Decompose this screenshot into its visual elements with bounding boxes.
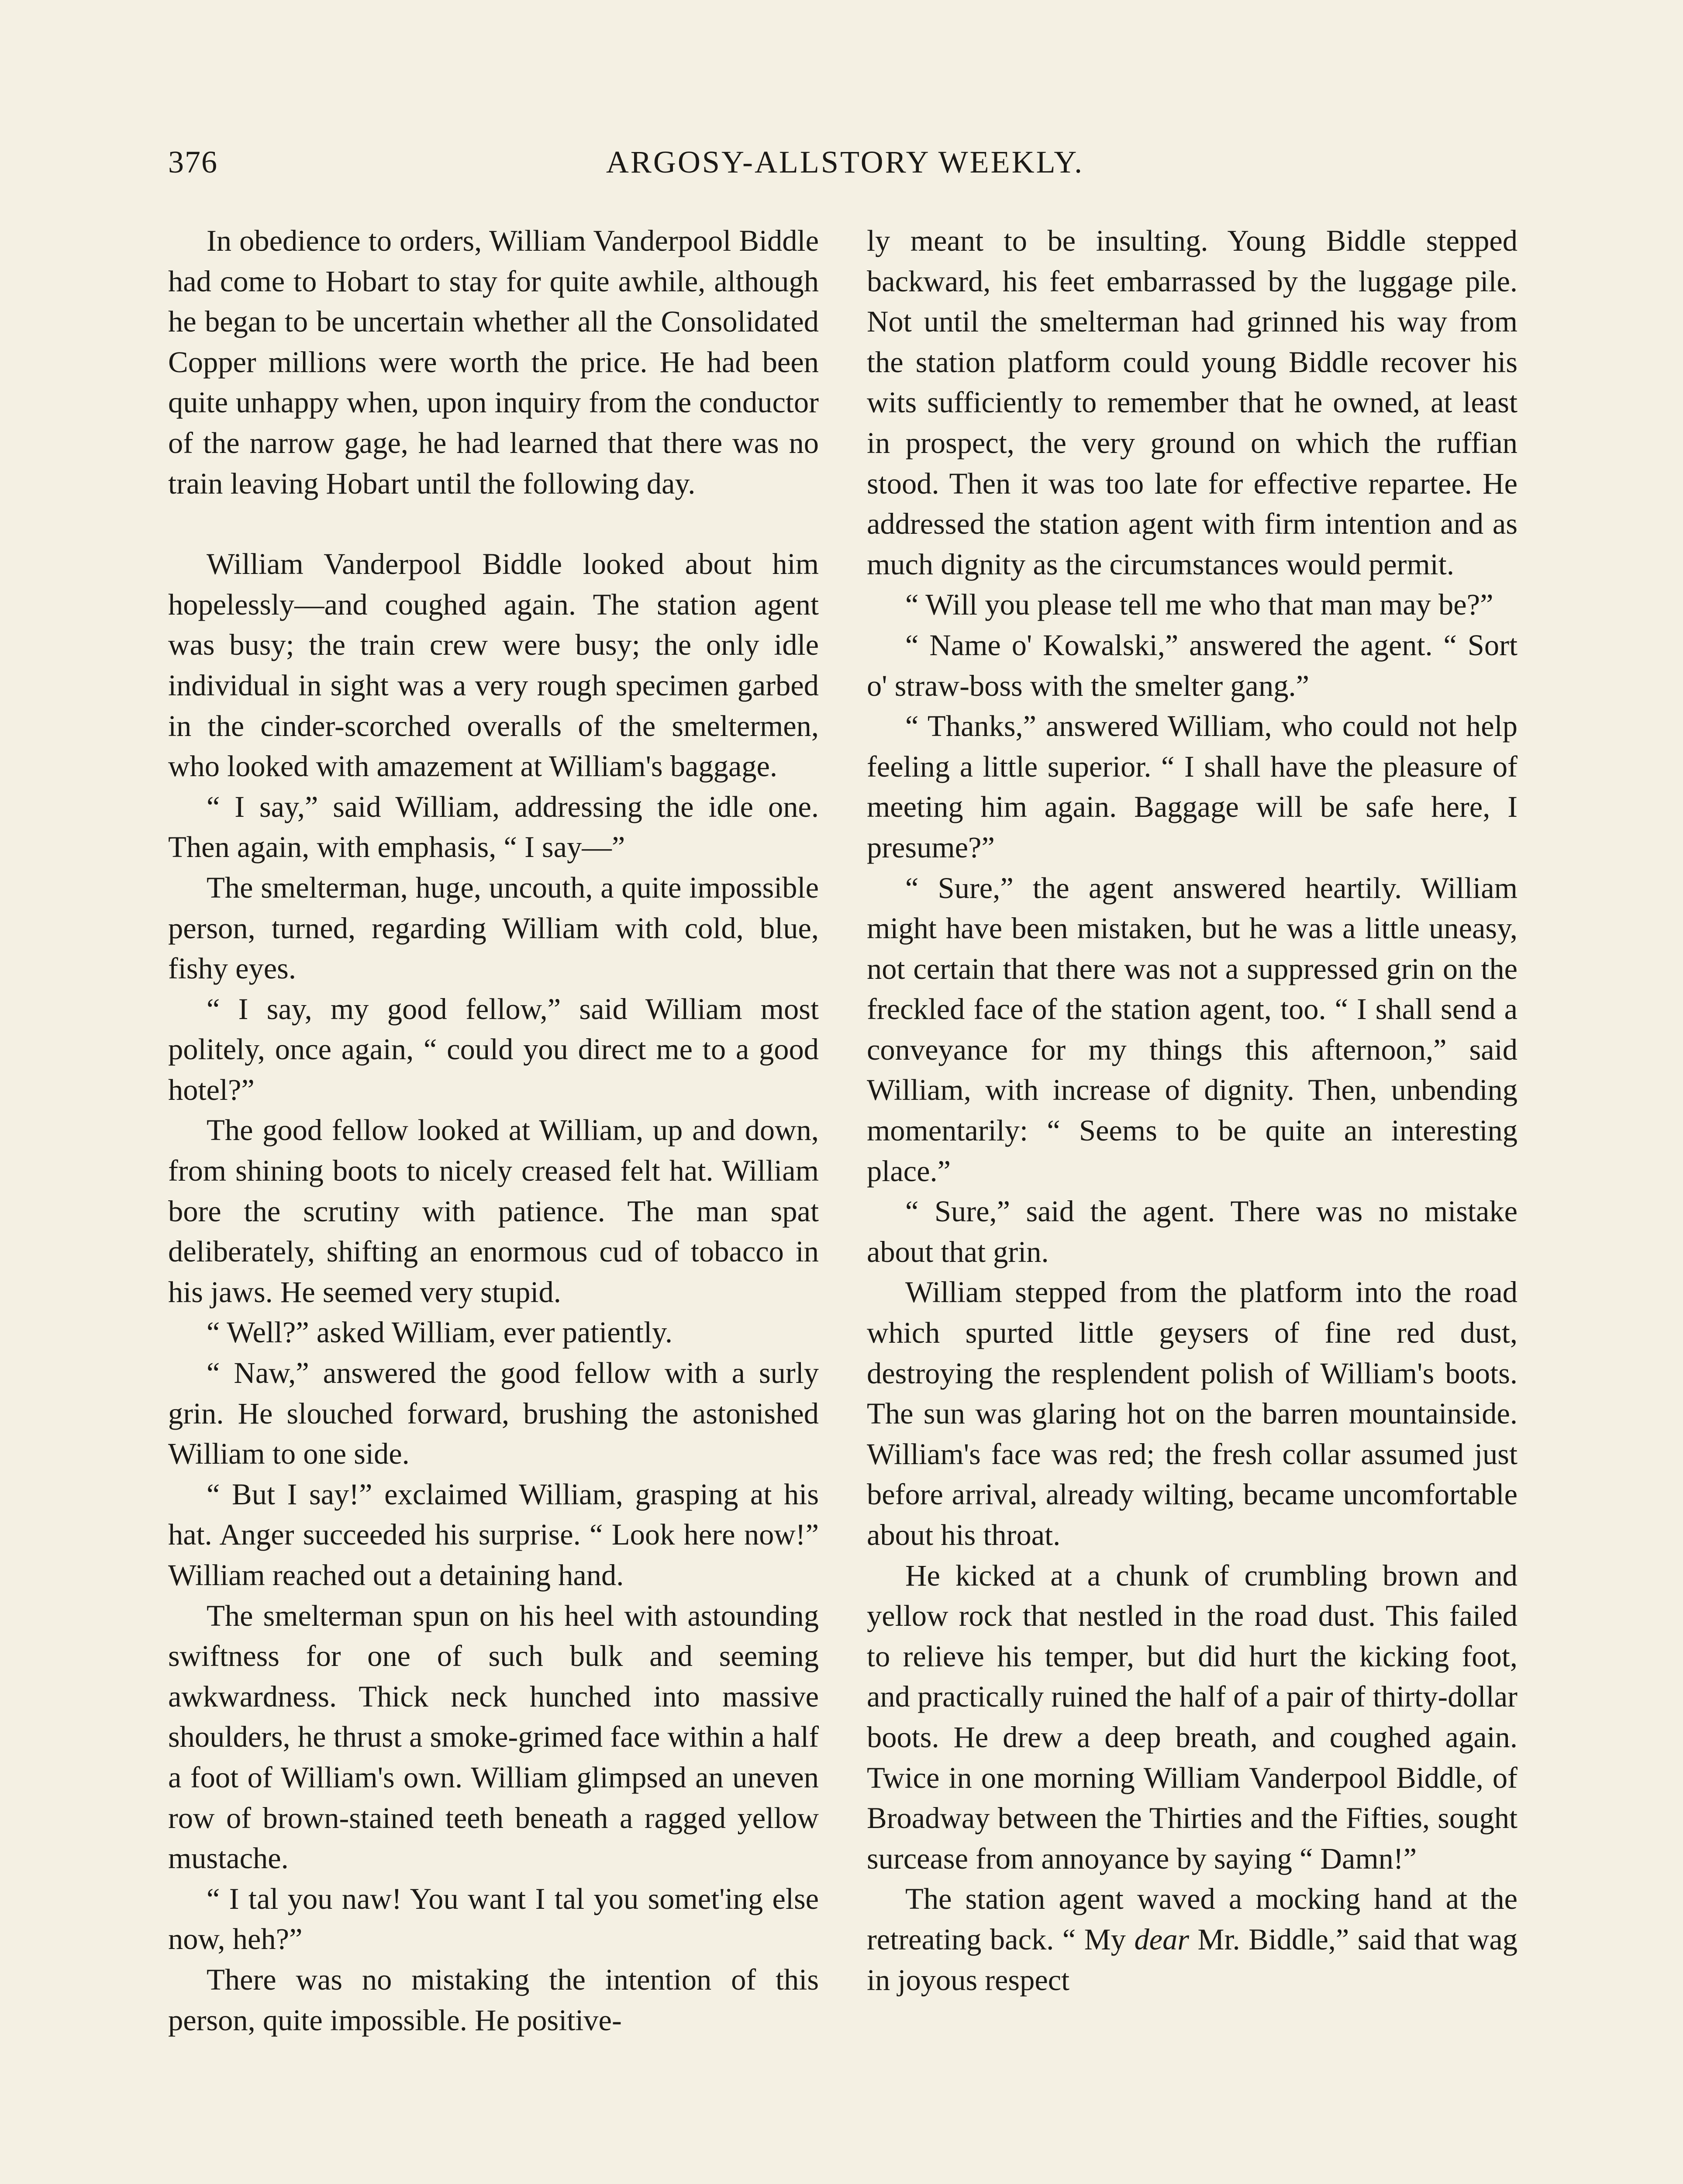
paragraph: “ Will you please tell me who that man may be?” (905, 588, 1493, 622)
paragraph: “ Sure,” said the agent. There was no mistake about that grin. (867, 1195, 1517, 1268)
text-run: Mr. Biddle,” said that wag in joyous respect (867, 1922, 1518, 1997)
paragraph: In obedience to orders, William Vanderpool Biddle had come to Hobart to stay for quite awhile, although he began to be uncertain whether all the Consolidated Copper millions were worth the price. He had been quite unhappy when, upon inquiry from the conductor of the narrow gage, he had learned that there was no train leaving Hobart until the following day. (168, 224, 819, 500)
italic-text: dear (1134, 1922, 1190, 1956)
paragraph: ly meant to be insulting. Young Biddle stepped backward, his feet embarrassed by the luggage pile. Not until the smelterman had grinned his way from the station platform could young Biddle recover his wits sufficiently to remember that he owned, at least in prospect, the very ground on which the ruffian stood. Then it was too late for effective repartee. He addressed the station agent with firm intention and as much dignity as the circumstances would permit. (867, 224, 1517, 581)
running-head: ARGOSY-ALLSTORY WEEKLY. (606, 145, 1084, 180)
paragraph: William Vanderpool Biddle looked about him hopelessly—and coughed again. The station agent was busy; the train crew were busy; the only idle individual in sight was a very rough specimen garbed in the cinder-scorched overalls of the smeltermen, who looked with amazement at William's baggage. (168, 547, 819, 783)
paragraph: “ I tal you naw! You want I tal you somet'ing else now, heh?” (168, 1882, 819, 1956)
paragraph: There was no mistaking the intention of this person, quite impossible. He positive- (168, 1963, 819, 2037)
page-header (168, 144, 1522, 192)
paragraph: “ Naw,” answered the good fellow with a surly grin. He slouched forward, brushing the astonished William to one side. (168, 1356, 819, 1471)
paragraph: “ Name o' Kowalski,” answered the agent. “ Sort o' straw-boss with the smelter gang.” (867, 628, 1517, 702)
paragraph: The smelterman, huge, uncouth, a quite impossible person, turned, regarding William with cold, blue, fishy eyes. (168, 871, 819, 985)
paragraph: The good fellow looked at William, up and down, from shining boots to nicely creased felt hat. William bore the scrutiny with patience. The man spat deliberately, shifting an enormous cud of tobacco in his jaws. He seemed very stupid. (168, 1113, 819, 1309)
paragraph: “ Well?” asked William, ever patiently. (207, 1316, 673, 1349)
paragraph: “ Thanks,” answered William, who could not help feeling a little superior. “ I shall have the pleasure of meeting him again. Baggage will be safe here, I presume?” (867, 709, 1517, 864)
paragraph: “ I say,” said William, addressing the idle one. Then again, with emphasis, “ I say—” (168, 790, 819, 864)
paragraph: The smelterman spun on his heel with astounding swiftness for one of such bulk and seeming awkwardness. Thick neck hunched into massive shoulders, he thrust a smoke-grimed face within a half a foot of William's own. William glimpsed an uneven row of brown-stained teeth beneath a ragged yellow mustache. (168, 1599, 819, 1875)
page-number: 376 (168, 145, 218, 180)
paragraph (867, 1879, 1517, 2000)
left-column (168, 221, 819, 2040)
paragraph: “ But I say!” exclaimed William, grasping at his hat. Anger succeeded his surprise. “ Look here now!” William reached out a detaining hand. (168, 1477, 819, 1592)
text-run: The station agent waved a mocking hand at the retreating back. “ My (867, 1882, 1517, 1956)
paragraph: William stepped from the platform into the road which spurted little geysers of fine red dust, destroying the resplendent polish of William's boots. The sun was glaring hot on the barren mountainside. William's face was red; the fresh collar assumed just before arrival, already wilting, became uncomfortable about his throat. (867, 1275, 1517, 1552)
paragraph: “ Sure,” the agent answered heartily. William might have been mistaken, but he was a little uneasy, not certain that there was not a suppressed grin on the freckled face of the station agent, too. “ I shall send a conveyance for my things this afternoon,” said William, with increase of dignity. Then, unbending momentarily: “ Seems to be quite an interesting place.” (867, 871, 1517, 1188)
right-column (867, 221, 1517, 2000)
paragraph: He kicked at a chunk of crumbling brown and yellow rock that nestled in the road dust. This failed to relieve his temper, but did hurt the kicking foot, and practically ruined the half of a pair of thirty-dollar boots. He drew a deep breath, and coughed again. Twice in one morning William Vanderpool Biddle, of Broadway between the Thirties and the Fifties, sought surcease from annoyance by saying “ Damn!” (867, 1559, 1517, 1875)
paragraph: “ I say, my good fellow,” said William most politely, once again, “ could you direct me to a good hotel?” (168, 992, 819, 1106)
